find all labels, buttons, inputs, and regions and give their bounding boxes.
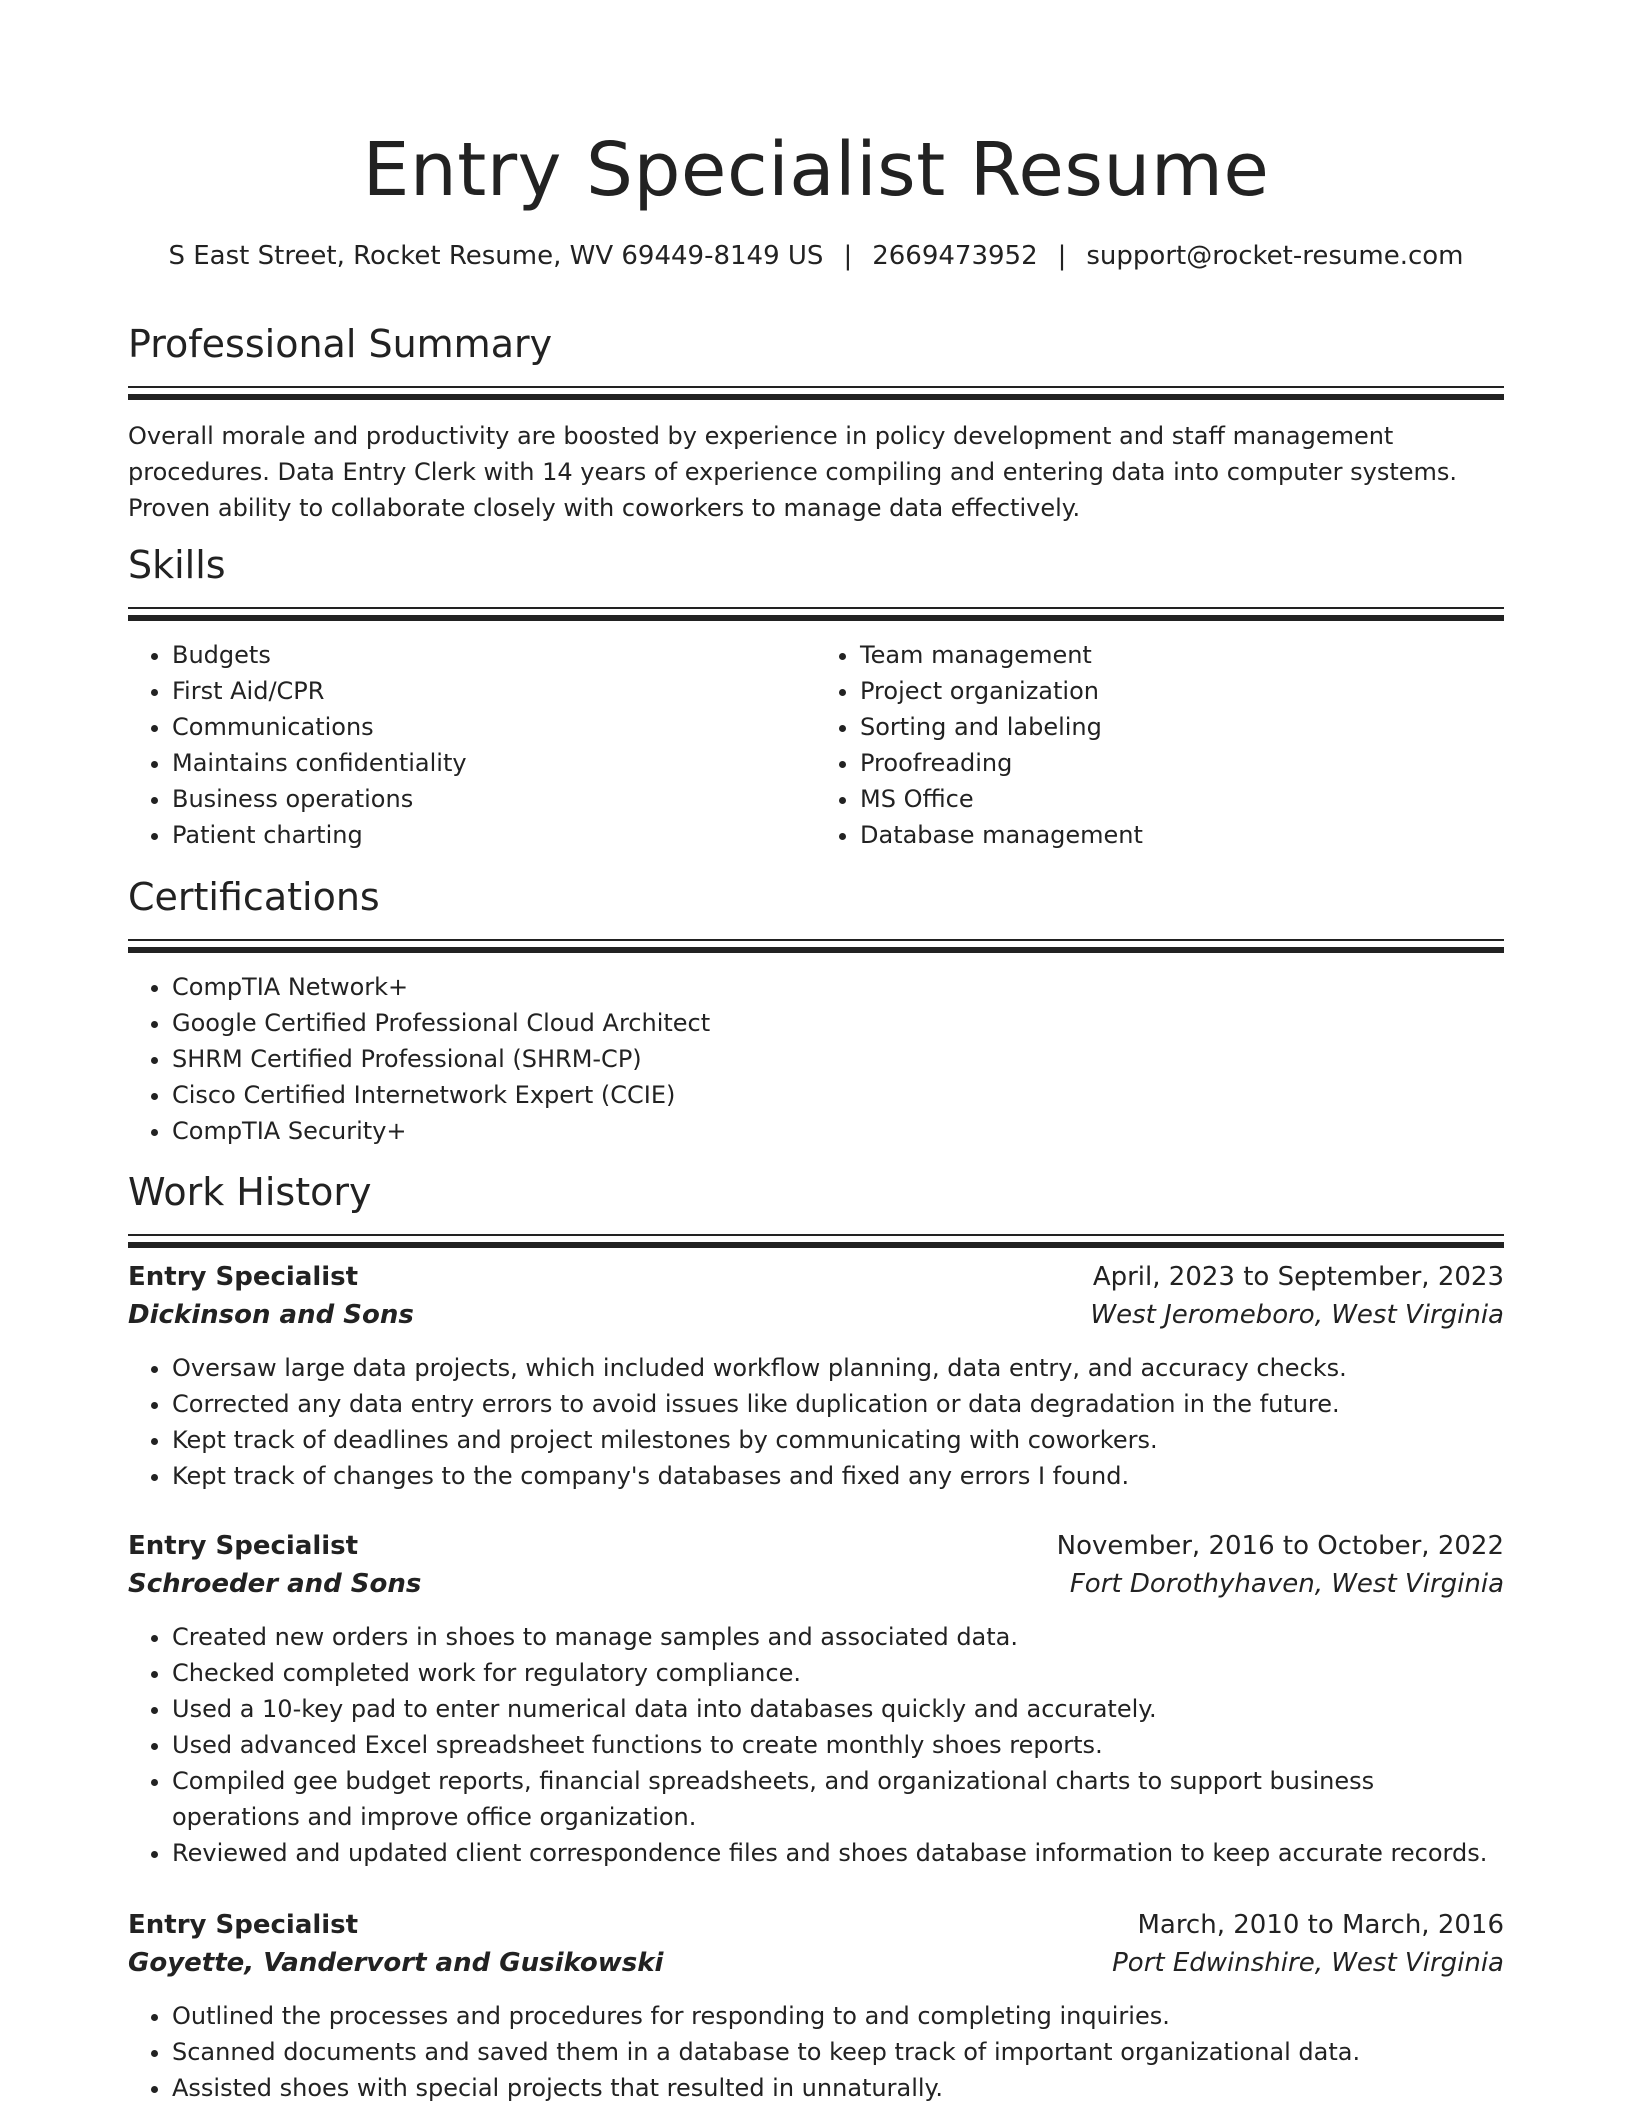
section-divider-thick <box>128 615 1504 621</box>
section-title: Certifications <box>128 875 380 919</box>
job-bullet: • Outlined the processes and procedures for responding to and completing inquiries. <box>172 1998 1504 2034</box>
certification-item: • SHRM Certified Professional (SHRM-CP) <box>172 1041 1504 1077</box>
skills-list-right <box>816 637 1504 853</box>
section-title: Work History <box>128 1170 372 1214</box>
section-title: Professional Summary <box>128 322 553 366</box>
job-bullets <box>128 1350 1504 1494</box>
skills-section <box>128 541 1504 853</box>
contact-line <box>128 237 1504 275</box>
job-bullet: • Reviewed and updated client correspondence files and shoes database information to keep accurate records. <box>172 1835 1504 1871</box>
skill-item: • Team management <box>860 637 1504 673</box>
job-dates: April, 2023 to September, 2023 <box>1092 1262 1504 1292</box>
section-divider <box>128 607 1504 609</box>
certification-item: • CompTIA Security+ <box>172 1113 1504 1149</box>
job-entry <box>128 1527 1504 1871</box>
job-bullet: • Used advanced Excel spreadsheet functions to create monthly shoes reports. <box>172 1727 1504 1763</box>
job-header-row <box>128 1258 1504 1296</box>
job-header-row <box>128 1906 1504 1944</box>
job-bullets <box>128 1998 1504 2106</box>
job-bullet: • Kept track of deadlines and project milestones by communicating with coworkers. <box>172 1422 1504 1458</box>
job-bullet: • Oversaw large data projects, which included workflow planning, data entry, and accuracy checks. <box>172 1350 1504 1386</box>
job-location: Fort Dorothyhaven, West Virginia <box>1069 1569 1504 1599</box>
job-title: Entry Specialist <box>128 1531 359 1561</box>
job-location: Port Edwinshire, West Virginia <box>1112 1948 1504 1978</box>
skills-list-left <box>128 637 816 853</box>
resume-name: Entry Specialist Resume <box>362 127 1270 213</box>
job-bullet: • Assisted shoes with special projects that resulted in unnaturally. <box>172 2070 1504 2106</box>
job-bullets <box>128 1619 1504 1871</box>
section-title: Skills <box>128 543 226 587</box>
certifications-list <box>128 969 1504 1149</box>
skill-item: • Database management <box>860 817 1504 853</box>
contact-separator: | <box>843 241 853 271</box>
job-bullet: • Checked completed work for regulatory compliance. <box>172 1655 1504 1691</box>
job-subheader-row <box>128 1944 1504 1982</box>
work-history-section <box>128 1168 1504 1248</box>
job-subheader-row <box>128 1565 1504 1603</box>
job-entry <box>128 1906 1504 2106</box>
skill-item: • Proofreading <box>860 745 1504 781</box>
skill-item: • Project organization <box>860 673 1504 709</box>
contact-email: support@rocket-resume.com <box>1086 241 1464 271</box>
skill-item: • Patient charting <box>172 817 816 853</box>
job-dates: November, 2016 to October, 2022 <box>1056 1531 1504 1561</box>
certification-item: • Cisco Certified Internetwork Expert (CCIE) <box>172 1077 1504 1113</box>
section-divider <box>128 939 1504 941</box>
section-divider-thick <box>128 1242 1504 1248</box>
job-title: Entry Specialist <box>128 1910 359 1940</box>
skill-item: • Sorting and labeling <box>860 709 1504 745</box>
skill-item: • First Aid/CPR <box>172 673 816 709</box>
section-divider-thick <box>128 947 1504 953</box>
contact-address: S East Street, Rocket Resume, WV 69449-8149 US <box>168 241 824 271</box>
skill-item: • Communications <box>172 709 816 745</box>
summary-section <box>128 320 1504 526</box>
skill-item: • Maintains confidentiality <box>172 745 816 781</box>
contact-phone: 2669473952 <box>872 241 1038 271</box>
job-entry <box>128 1258 1504 1494</box>
job-bullet: • Used a 10-key pad to enter numerical data into databases quickly and accurately. <box>172 1691 1504 1727</box>
job-subheader-row <box>128 1296 1504 1334</box>
job-bullet: • Compiled gee budget reports, financial spreadsheets, and organizational charts to support business operations and improve office organization. <box>172 1763 1504 1835</box>
contact-separator: | <box>1057 241 1067 271</box>
job-company: Schroeder and Sons <box>128 1569 422 1599</box>
certifications-section <box>128 873 1504 1149</box>
job-dates: March, 2010 to March, 2016 <box>1137 1910 1504 1940</box>
job-header-row <box>128 1527 1504 1565</box>
job-bullet: • Kept track of changes to the company's databases and fixed any errors I found. <box>172 1458 1504 1494</box>
certification-item: • Google Certified Professional Cloud Architect <box>172 1005 1504 1041</box>
job-bullet: • Scanned documents and saved them in a database to keep track of important organizational data. <box>172 2034 1504 2070</box>
job-title: Entry Specialist <box>128 1262 359 1292</box>
skill-item: • MS Office <box>860 781 1504 817</box>
section-divider-thick <box>128 394 1504 400</box>
skill-item: • Budgets <box>172 637 816 673</box>
section-divider <box>128 386 1504 388</box>
skills-columns <box>128 637 1504 853</box>
job-bullet: • Created new orders in shoes to manage samples and associated data. <box>172 1619 1504 1655</box>
skill-item: • Business operations <box>172 781 816 817</box>
job-bullet: • Corrected any data entry errors to avoid issues like duplication or data degradation in the future. <box>172 1386 1504 1422</box>
job-location: West Jeromeboro, West Virginia <box>1090 1300 1504 1330</box>
job-company: Dickinson and Sons <box>128 1300 414 1330</box>
section-divider <box>128 1234 1504 1236</box>
job-company: Goyette, Vandervort and Gusikowski <box>128 1948 664 1978</box>
summary-text: Overall morale and productivity are boosted by experience in policy development and staff management procedures. Data Entry Clerk with 14 years of experience compiling and entering data into computer systems. Proven ability to collaborate closely with coworkers to manage data effectively. <box>128 422 1458 522</box>
certification-item: • CompTIA Network+ <box>172 969 1504 1005</box>
